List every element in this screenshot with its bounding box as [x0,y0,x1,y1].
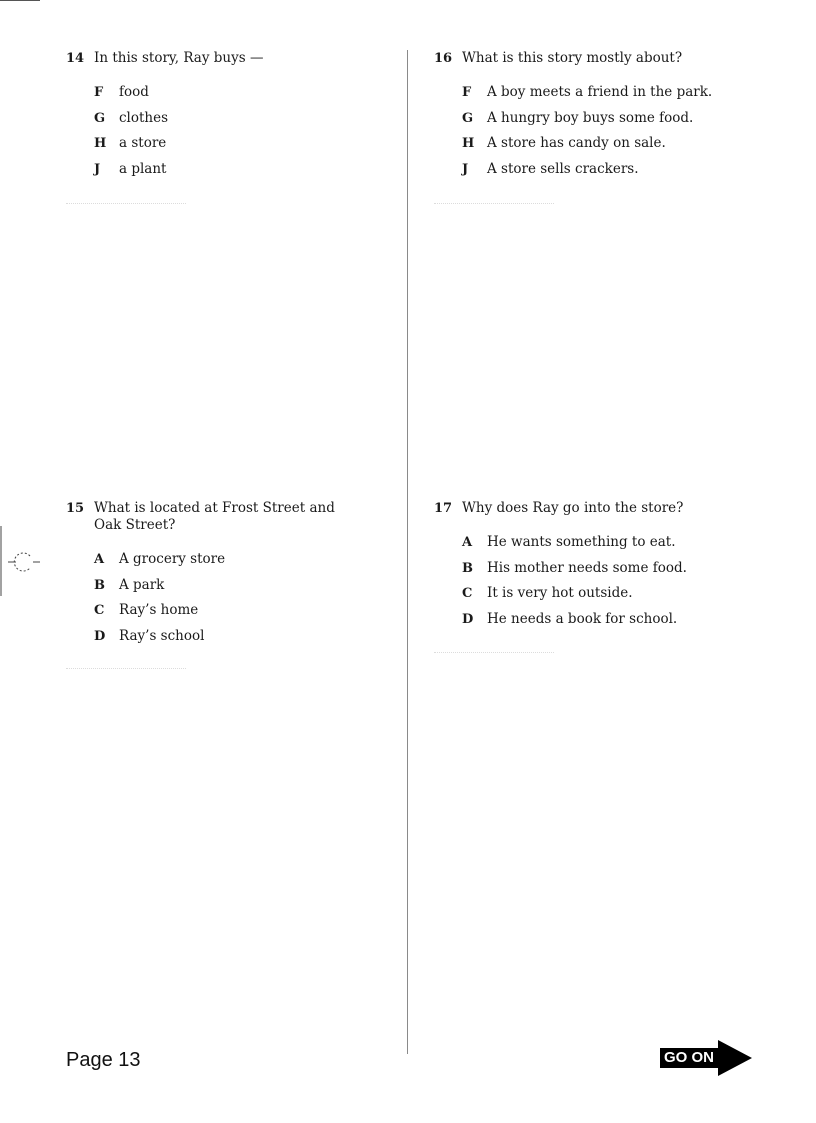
option-text: A hungry boy buys some food. [487,109,694,126]
answer-option-d[interactable] [94,628,366,654]
scan-mark [434,652,554,658]
question-number: 14 [66,51,85,66]
option-text: A park [119,576,165,593]
option-letter: G [462,110,474,126]
question-14 [66,50,366,186]
answer-option-h[interactable] [462,135,734,161]
answer-option-b[interactable] [462,560,734,586]
option-letter: G [94,110,106,126]
question-number: 16 [434,51,453,66]
option-text: He wants something to eat. [487,534,676,550]
go-on-label: GO ON [664,1049,715,1066]
answer-option-b[interactable] [94,577,366,603]
option-text: A store has candy on sale. [487,135,666,151]
answer-option-c[interactable] [94,602,366,628]
scan-mark [66,203,186,209]
option-text: A boy meets a friend in the park. [487,84,713,100]
answer-option-f[interactable] [462,84,734,110]
page-number: Page 13 [66,1049,141,1071]
option-text: Ray’s school [119,627,205,644]
option-letter: B [462,560,473,576]
option-letter: J [94,161,101,177]
option-text: It is very hot outside. [487,585,633,601]
question-text: What is this story mostly about? [462,50,683,66]
answer-option-g[interactable] [94,110,366,136]
option-letter: H [94,136,107,151]
question-header [434,50,734,67]
answer-option-j[interactable] [462,161,734,187]
option-letter: F [462,85,472,100]
answer-options [462,84,734,186]
option-letter: F [94,85,104,100]
option-letter: D [462,611,474,627]
question-header [66,500,366,534]
answer-option-h[interactable] [94,135,366,161]
scan-mark [434,203,554,209]
top-corner-rule [0,0,40,1]
option-text: He needs a book for school. [487,610,678,627]
question-header [434,500,734,517]
question-text: In this story, Ray buys — [94,50,264,66]
question-number: 15 [66,501,85,516]
option-text: A grocery store [119,551,226,567]
answer-option-c[interactable] [462,585,734,611]
option-text: a plant [119,160,167,177]
answer-option-a[interactable] [94,551,366,577]
question-text: Why does Ray go into the store? [462,500,684,516]
registration-mark-icon [0,526,44,596]
option-letter: C [94,603,105,618]
answer-option-d[interactable] [462,611,734,637]
answer-options [94,84,366,186]
option-letter: J [462,161,469,177]
option-letter: H [462,136,475,151]
question-header [66,50,366,67]
answer-option-j[interactable] [94,161,366,187]
answer-options [94,551,366,653]
answer-option-f[interactable] [94,84,366,110]
option-letter: A [94,552,105,567]
go-on-button[interactable] [660,1040,754,1076]
option-text: a store [119,135,167,151]
column-divider [407,50,408,1054]
option-text: clothes [119,109,169,126]
question-text: What is located at Frost Street and Oak Street? [94,500,335,533]
question-15 [66,500,366,653]
scan-mark [66,668,186,674]
option-letter: D [94,628,106,644]
option-letter: C [462,586,473,601]
option-text: food [119,84,149,100]
question-17 [434,500,734,636]
answer-options [462,534,734,636]
option-letter: B [94,577,105,593]
question-number: 17 [434,501,453,516]
option-text: His mother needs some food. [487,559,687,576]
option-text: A store sells crackers. [487,160,639,177]
option-letter: A [462,535,473,550]
answer-option-a[interactable] [462,534,734,560]
option-text: Ray’s home [119,602,199,618]
answer-option-g[interactable] [462,110,734,136]
question-16 [434,50,734,186]
